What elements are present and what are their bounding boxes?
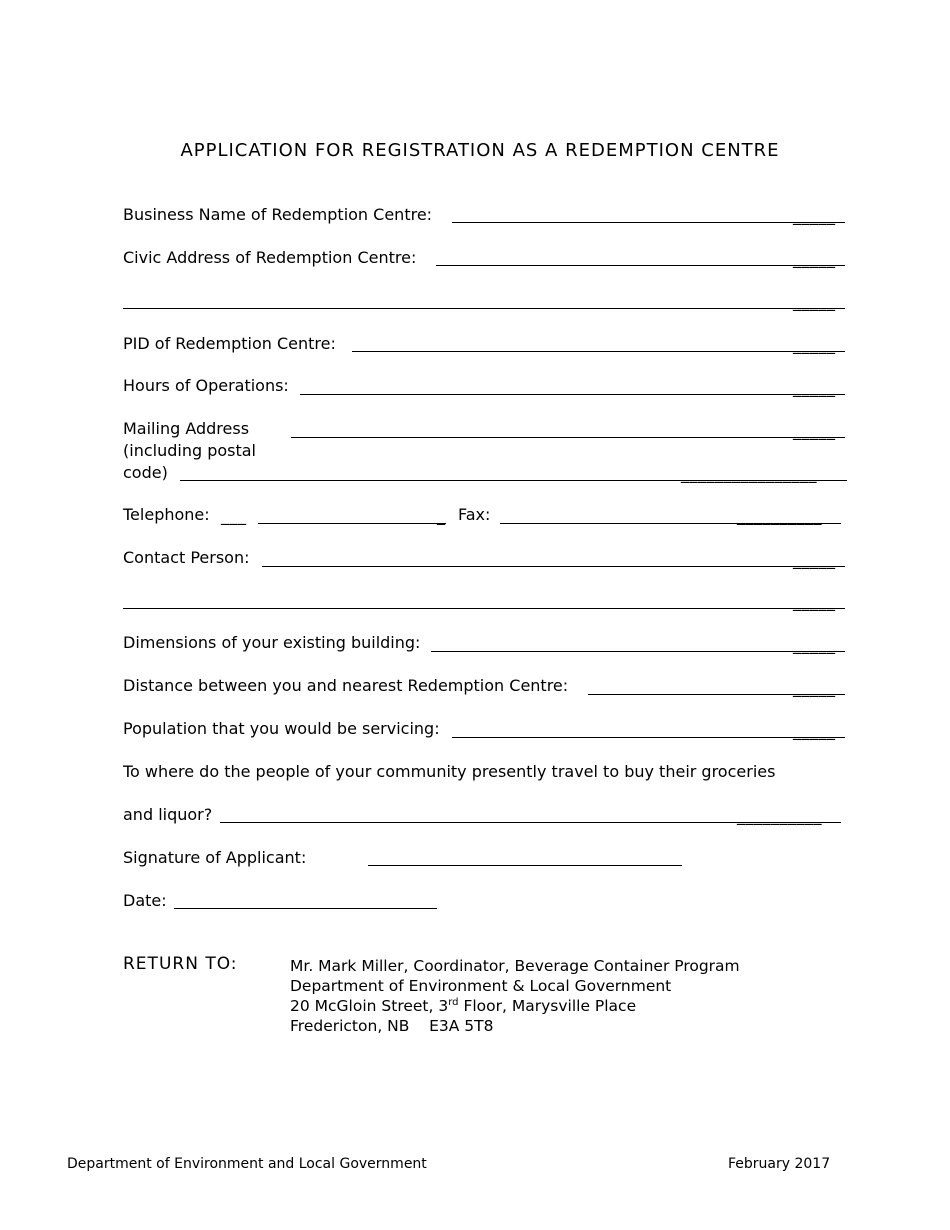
- dash-filler: _____: [793, 721, 836, 740]
- hours-field[interactable]: [300, 394, 845, 395]
- business-name-field[interactable]: [452, 222, 845, 223]
- floor-text: Floor, Marysville Place: [458, 997, 637, 1015]
- date-label: Date:: [123, 891, 167, 910]
- signature-field[interactable]: [368, 865, 682, 866]
- mailing-address-label: Mailing Address: [123, 419, 250, 438]
- travel-question: To where do the people of your community presently travel to buy their groceries: [123, 762, 776, 781]
- form-title: APPLICATION FOR REGISTRATION AS A REDEMPTION CENTRE: [180, 140, 780, 161]
- dash-filler: __________: [737, 506, 822, 525]
- dash-filler: _____: [793, 678, 836, 697]
- civic-address-label: Civic Address of Redemption Centre:: [123, 248, 417, 267]
- return-to-label: RETURN TO:: [123, 954, 238, 974]
- civic-address-field-line2[interactable]: [123, 308, 845, 309]
- date-field[interactable]: [174, 908, 437, 909]
- dash-filler: _: [437, 506, 446, 525]
- dimensions-label: Dimensions of your existing building:: [123, 633, 421, 652]
- population-label: Population that you would be servicing:: [123, 719, 440, 738]
- mailing-address-field[interactable]: [291, 437, 845, 438]
- pid-field[interactable]: [352, 351, 845, 352]
- footer-date: February 2017: [728, 1156, 831, 1172]
- street-text: 20 McGloin Street, 3: [290, 997, 449, 1015]
- return-address-line: Fredericton, NB E3A 5T8: [290, 1017, 494, 1035]
- dash-filler: _____: [793, 592, 836, 611]
- return-address-line: [290, 996, 740, 1016]
- dash-filler: _____: [793, 206, 836, 225]
- mailing-address-label-2: (including postal: [123, 441, 256, 460]
- return-address-line: Department of Environment & Local Government: [290, 977, 672, 995]
- signature-label: Signature of Applicant:: [123, 848, 307, 867]
- dash-filler: _____: [793, 378, 836, 397]
- contact-person-field[interactable]: [262, 566, 845, 567]
- civic-address-field[interactable]: [436, 265, 845, 266]
- floor-ordinal: rd: [448, 997, 459, 1008]
- fax-label: Fax:: [458, 505, 491, 524]
- contact-person-label: Contact Person:: [123, 548, 250, 567]
- dash-filler: _____: [793, 550, 836, 569]
- dash-filler: _____: [793, 421, 836, 440]
- dash-filler: ________________: [681, 464, 817, 483]
- dash-filler: _____: [793, 635, 836, 654]
- dash-filler: _____: [793, 249, 836, 268]
- footer-department: Department of Environment and Local Government: [67, 1156, 427, 1172]
- hours-label: Hours of Operations:: [123, 376, 289, 395]
- business-name-label: Business Name of Redemption Centre:: [123, 205, 433, 224]
- dash-filler: _____: [793, 335, 836, 354]
- distance-label: Distance between you and nearest Redemption Centre:: [123, 676, 569, 695]
- travel-question-2: and liquor?: [123, 805, 213, 824]
- telephone-area-code[interactable]: ___: [221, 506, 247, 525]
- dimensions-field[interactable]: [431, 651, 845, 652]
- telephone-label: Telephone:: [123, 505, 210, 524]
- contact-person-field-line2[interactable]: [123, 608, 845, 609]
- telephone-field[interactable]: [258, 523, 446, 524]
- dash-filler: _____: [793, 292, 836, 311]
- population-field[interactable]: [452, 737, 845, 738]
- pid-label: PID of Redemption Centre:: [123, 334, 336, 353]
- mailing-address-label-3: code): [123, 463, 168, 482]
- return-address-line: Mr. Mark Miller, Coordinator, Beverage Container Program: [290, 957, 740, 975]
- return-address: [290, 956, 740, 1036]
- dash-filler: __________: [737, 806, 822, 825]
